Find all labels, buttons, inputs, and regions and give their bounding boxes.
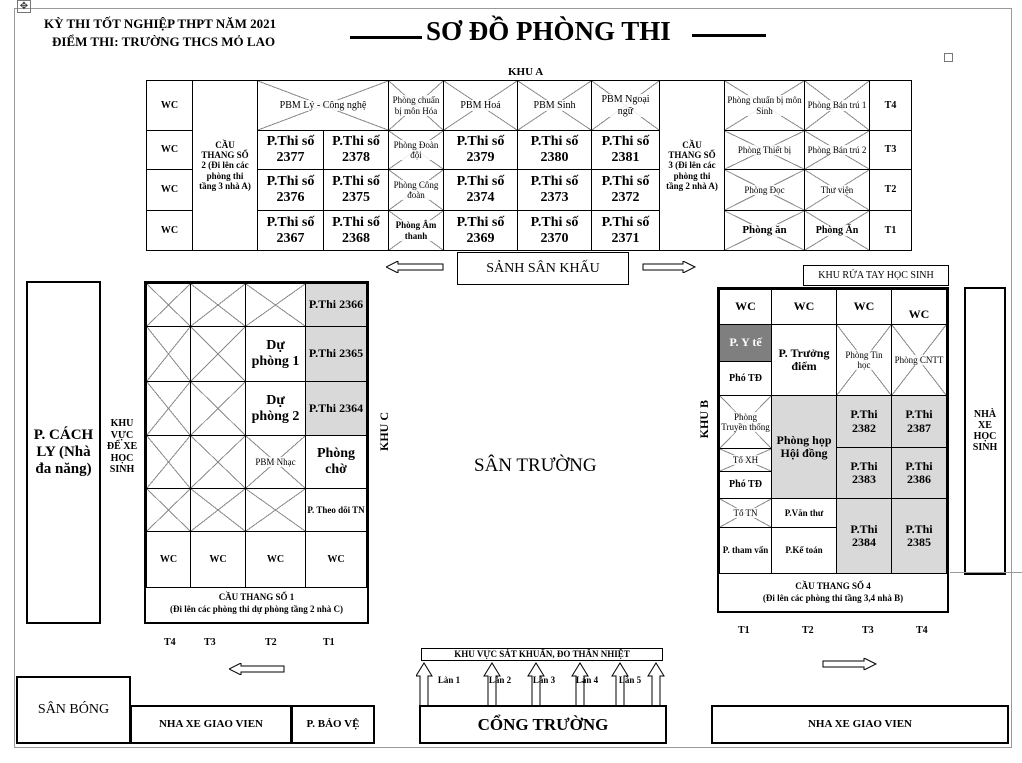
nha-xe-giao-vien-right: NHA XE GIAO VIEN — [711, 705, 1009, 744]
khu-c-wc-4: WC — [305, 531, 367, 588]
exam-room-2365: P.Thi 2365 — [305, 326, 367, 382]
page-border-right — [1011, 8, 1012, 748]
khu-c-wc-3: WC — [245, 531, 306, 588]
khu-c-room-r4c1 — [146, 435, 191, 489]
khu-rua-tay: KHU RỬA TAY HỌC SINH — [803, 265, 949, 286]
nha-xe-hoc-sinh: NHÀ XE HỌC SINH — [964, 287, 1006, 575]
phong-van-thu: P.Văn thư — [771, 498, 837, 528]
exam-room-2374: P.Thi số 2374 — [443, 169, 518, 211]
title-dash-left — [350, 36, 422, 39]
exam-room-2372: P.Thi số 2372 — [591, 169, 660, 211]
lane-2: Làn 2 — [488, 675, 512, 685]
khu-a-floor-t2: T2 — [869, 169, 912, 211]
khu-a-wc-1: WC — [146, 80, 193, 131]
khu-c-floor-t3: T3 — [204, 637, 216, 648]
khu-c-room-r4c2 — [190, 435, 246, 489]
phong-an-2: Phòng Ăn — [804, 210, 870, 251]
sanh-san-khau: SẢNH SÂN KHẤU — [457, 252, 629, 285]
khu-a-floor-t1: T1 — [869, 210, 912, 251]
khu-c-floor-t4: T4 — [164, 637, 176, 648]
khu-b-wc-2: WC — [771, 289, 837, 325]
lane-arrow-icon — [648, 663, 664, 707]
san-truong: SÂN TRƯỜNG — [474, 455, 597, 476]
arrow-left-icon — [229, 663, 285, 675]
khu-a-floor-t3: T3 — [869, 130, 912, 170]
pbm-ly-cong-nghe: PBM Lý - Công nghệ — [257, 80, 389, 131]
arrow-right-icon — [822, 658, 877, 670]
khu-b-floor-t1: T1 — [738, 625, 750, 636]
khu-c-floor-t2: T2 — [265, 637, 277, 648]
khu-b-floor-t3: T3 — [862, 625, 874, 636]
exam-room-2376: P.Thi số 2376 — [257, 169, 324, 211]
to-tn: Tổ TN — [719, 498, 772, 528]
header-line2: ĐIỂM THI: TRƯỜNG THCS MỎ LAO — [52, 34, 276, 49]
stair-4-note: (Đi lên các phòng thi tầng 3,4 nhà B) — [762, 592, 904, 603]
move-handle-icon[interactable]: ✥ — [17, 0, 31, 13]
khu-c-room-r1c3 — [245, 283, 306, 327]
exam-room-2381: P.Thi số 2381 — [591, 130, 660, 170]
thu-vien: Thư viện — [804, 169, 870, 211]
phong-cong-doan: Phòng Công đoàn — [388, 169, 444, 211]
phong-chuan-bi-sinh: Phòng chuẩn bị môn Sinh — [724, 80, 805, 131]
khu-a-wc-3: WC — [146, 169, 193, 211]
exam-room-2366: P.Thi 2366 — [305, 283, 367, 327]
exam-room-2385: P.Thi 2385 — [891, 498, 947, 574]
stair-3: CẦU THANG SỐ 3 (Đi lên các phòng thi tầng 2 nhà A) — [659, 80, 725, 251]
exam-room-2384: P.Thi 2384 — [836, 498, 892, 574]
exam-room-2380: P.Thi số 2380 — [517, 130, 592, 170]
stair-4-title: CẦU THANG SỐ 4 — [795, 581, 871, 591]
cong-truong: CỔNG TRƯỜNG — [419, 705, 667, 744]
lane-3: Làn 3 — [532, 675, 556, 685]
khu-b-wc-1: WC — [719, 289, 772, 325]
khu-c-wc-2: WC — [190, 531, 246, 588]
khu-a-wc-4: WC — [146, 210, 193, 251]
lane-1: Làn 1 — [437, 675, 461, 685]
arrow-right-icon — [642, 261, 696, 273]
phong-y-te: P. Y tế — [719, 324, 772, 362]
pbm-ngoai-ngu: PBM Ngoại ngữ — [591, 80, 660, 131]
pbm-sinh: PBM Sinh — [517, 80, 592, 131]
du-phong-1: Dự phòng 1 — [245, 326, 306, 382]
phong-ke-toan: P.Kế toán — [771, 527, 837, 574]
stair-4 — [719, 581, 947, 604]
khu-c-room-r3c1 — [146, 381, 191, 436]
exam-room-2370: P.Thi số 2370 — [517, 210, 592, 251]
exam-room-2369: P.Thi số 2369 — [443, 210, 518, 251]
exam-room-2383: P.Thi 2383 — [836, 447, 892, 499]
phong-cach-ly: P. CÁCH LY (Nhà đa năng) — [26, 281, 101, 624]
exam-room-2378: P.Thi số 2378 — [323, 130, 389, 170]
phong-tham-van: P. tham vấn — [719, 527, 772, 574]
phong-truyen-thong: Phòng Truyền thống — [719, 395, 772, 449]
to-xh: Tổ XH — [719, 448, 772, 472]
khu-c-room-r3c2 — [190, 381, 246, 436]
resize-handle-icon[interactable] — [944, 53, 953, 62]
khu-c-room-r2c1 — [146, 326, 191, 382]
right-guide-line — [950, 572, 1022, 573]
khu-b-wc-3: WC — [836, 289, 892, 325]
khu-b-label: KHU B — [697, 400, 711, 439]
khu-c-room-r1c2 — [190, 283, 246, 327]
exam-room-2364: P.Thi 2364 — [305, 381, 367, 436]
khu-c-room-r5c3 — [245, 488, 306, 532]
phong-ban-tru-2: Phòng Bán trú 2 — [804, 130, 870, 170]
pbm-hoa: PBM Hoá — [443, 80, 518, 131]
phong-chuan-bi-hoa: Phòng chuẩn bị môn Hóa — [388, 80, 444, 131]
nha-xe-giao-vien-left: NHA XE GIAO VIEN — [130, 705, 292, 744]
phong-ban-tru-1: Phòng Bán trú 1 — [804, 80, 870, 131]
title-dash-right — [692, 34, 766, 37]
khu-c-room-r2c2 — [190, 326, 246, 382]
exam-room-2367: P.Thi số 2367 — [257, 210, 324, 251]
khu-c-label: KHU C — [377, 412, 391, 451]
exam-room-2373: P.Thi số 2373 — [517, 169, 592, 211]
pbm-nhac: PBM Nhạc — [245, 435, 306, 489]
khu-a-floor-t4: T4 — [869, 80, 912, 131]
lane-5: Làn 5 — [618, 675, 642, 685]
exam-room-2368: P.Thi số 2368 — [323, 210, 389, 251]
khu-a-label: KHU A — [508, 66, 544, 78]
khu-vuc-de-xe: KHU VỰC ĐỂ XE HỌC SINH — [106, 418, 138, 475]
stair-1-title: CẦU THANG SỐ 1 — [218, 592, 295, 602]
phong-tin-hoc: Phòng Tin học — [836, 324, 892, 396]
khu-b-floor-t2: T2 — [802, 625, 814, 636]
pho-td-1: Phó TĐ — [719, 361, 772, 396]
page-border-bottom — [14, 747, 1012, 748]
khu-b-floor-t4: T4 — [916, 625, 928, 636]
stair-1-note: (Đi lên các phòng thi dự phòng tầng 2 nhà C) — [170, 603, 343, 614]
page-title: SƠ ĐỒ PHÒNG THI — [426, 16, 671, 46]
khu-c-room-r5c2 — [190, 488, 246, 532]
stair-2: CẦU THANG SỐ 2 (Đi lên các phòng thi tầng 3 nhà A) — [192, 80, 258, 251]
khu-b-wc-4: WC — [891, 289, 947, 325]
du-phong-2: Dự phòng 2 — [245, 381, 306, 436]
page-border-top — [14, 8, 1012, 9]
lane-arrow-icon — [416, 663, 432, 707]
phong-thiet-bi: Phòng Thiết bị — [724, 130, 805, 170]
pho-td-2: Phó TĐ — [719, 471, 772, 499]
page-border-left — [14, 8, 15, 748]
san-bong: SÂN BÓNG — [16, 676, 131, 744]
exam-room-2386: P.Thi 2386 — [891, 447, 947, 499]
phong-hop-hoi-dong: Phòng họp Hội đồng — [771, 395, 837, 499]
khu-c-wc-1: WC — [146, 531, 191, 588]
exam-room-2379: P.Thi số 2379 — [443, 130, 518, 170]
phong-doan-doi: Phòng Đoàn đội — [388, 130, 444, 170]
khu-c-floor-t1: T1 — [323, 637, 335, 648]
phong-am-thanh: Phòng Âm thanh — [388, 210, 444, 251]
header-line1: KỲ THI TỐT NGHIỆP THPT NĂM 2021 — [44, 16, 277, 31]
exam-room-2382: P.Thi 2382 — [836, 395, 892, 448]
khu-sat-khuan: KHU VỰC SÁT KHUẨN, ĐO THÂN NHIỆT — [421, 648, 663, 661]
arrow-left-icon — [386, 261, 444, 273]
khu-c-room-r5c1 — [146, 488, 191, 532]
exam-room-2387: P.Thi 2387 — [891, 395, 947, 448]
phong-truong-diem: P. Trưởng điểm — [771, 324, 837, 396]
phong-bao-ve: P. BẢO VỆ — [291, 705, 375, 744]
phong-theo-doi-tn: P. Theo dõi TN — [305, 488, 367, 532]
khu-a-wc-2: WC — [146, 130, 193, 170]
phong-cho: Phòng chờ — [305, 435, 367, 489]
lane-4: Làn 4 — [575, 675, 599, 685]
phong-an-1: Phòng ăn — [724, 210, 805, 251]
stair-1 — [146, 592, 367, 615]
phong-cntt: Phòng CNTT — [891, 324, 947, 396]
exam-room-2377: P.Thi số 2377 — [257, 130, 324, 170]
khu-c-room-r1c1 — [146, 283, 191, 327]
exam-room-2371: P.Thi số 2371 — [591, 210, 660, 251]
exam-room-2375: P.Thi số 2375 — [323, 169, 389, 211]
phong-doc: Phòng Đọc — [724, 169, 805, 211]
